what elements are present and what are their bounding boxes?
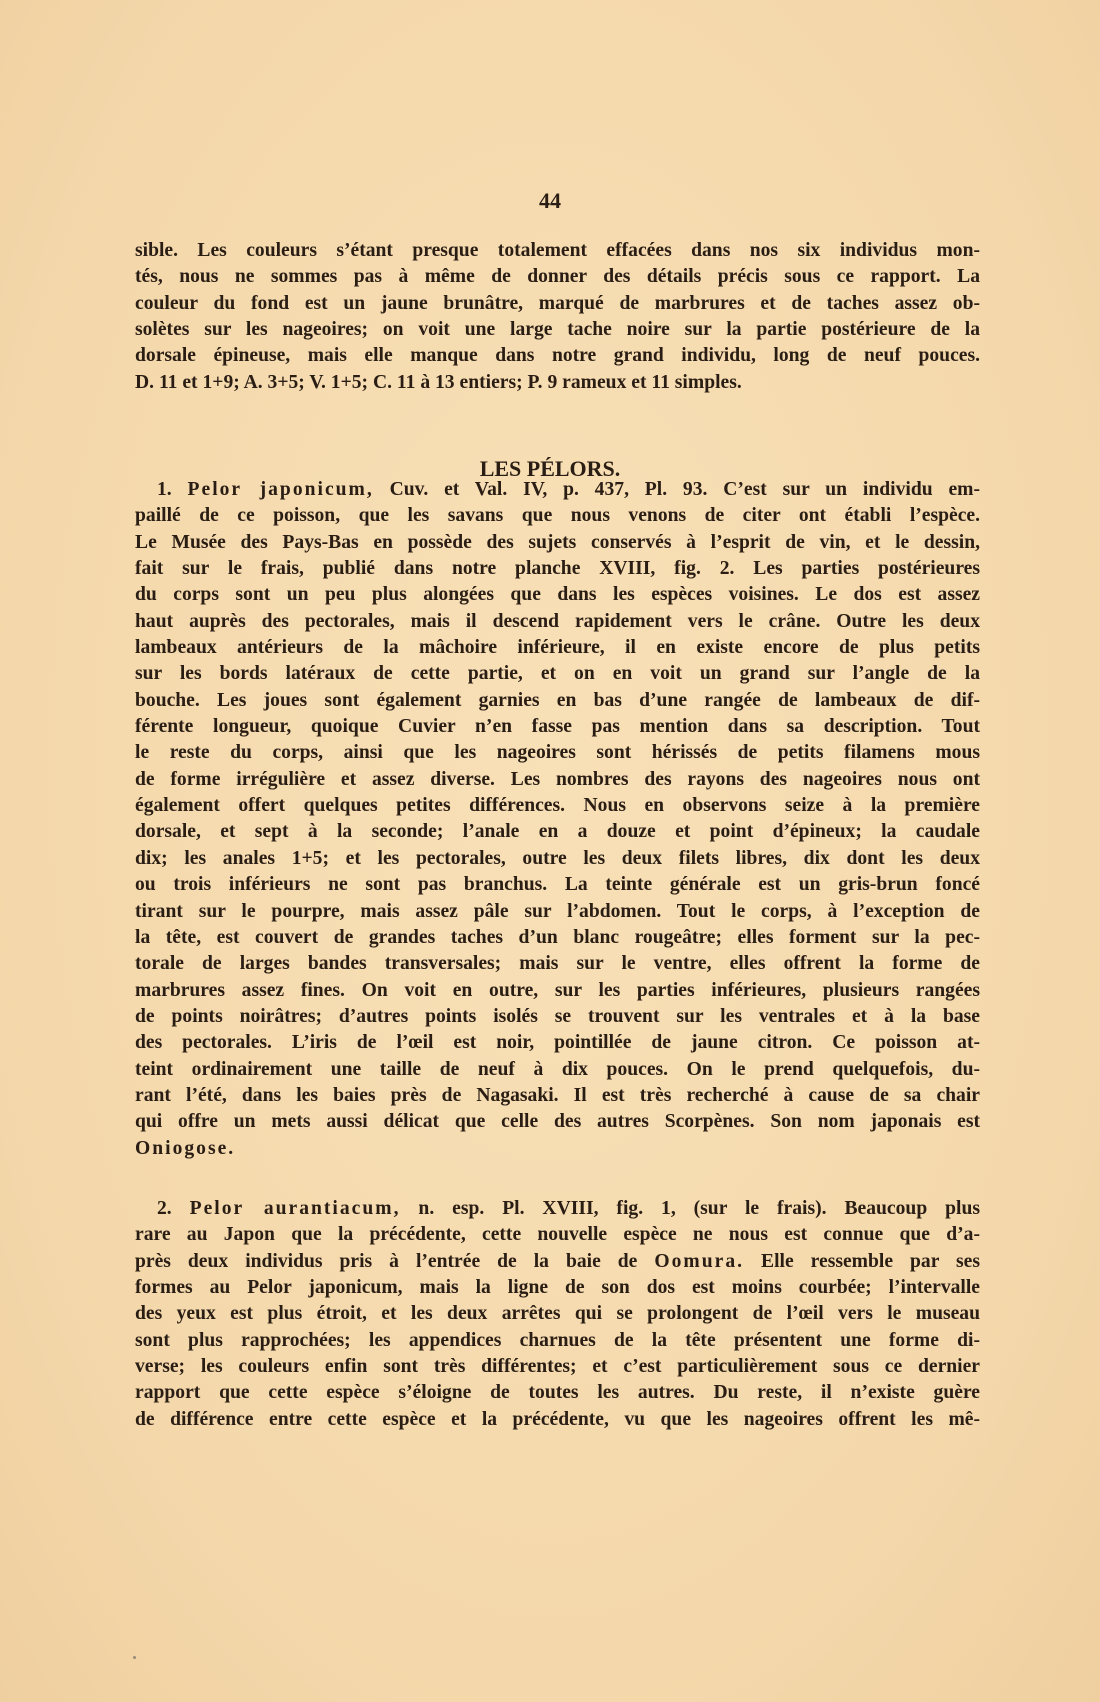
species-name: Pelor japonicum,: [187, 479, 374, 500]
text-line: haut auprès des pectorales, mais il descend rapidement vers le crâne. Outre les deux: [135, 610, 980, 632]
text-line: tirant sur le pourpre, mais assez pâle sur l’abdomen. Tout le corps, à l’exception de: [135, 900, 980, 922]
text-fragment: près deux individus pris à l’entrée de la baie de: [135, 1250, 638, 1272]
text-line: Oniogose.: [135, 1137, 236, 1159]
species-paragraph-japonicum: [135, 477, 980, 1162]
species-name: Pelor aurantiacum,: [189, 1198, 401, 1219]
text-line: du corps sont un peu plus alongées que dans les espèces voisines. Le dos est assez: [135, 584, 980, 606]
text-line: dorsale, et sept à la seconde; l’anale en a douze et point d’épineux; la caudale: [135, 821, 980, 843]
text-line: [135, 1249, 980, 1275]
text-line: formes au Pelor japonicum, mais la ligne de son dos est moins courbée; l’intervalle: [135, 1277, 980, 1299]
text-line: de points noirâtres; d’autres points isolés se trouvent sur les ventrales et à la base: [135, 1005, 980, 1027]
text-line: sur les bords latéraux de cette partie, et on en voit un grand sur l’angle de la: [135, 663, 980, 685]
text-line: des yeux est plus étroit, et les deux arrêtes qui se prolongent de l’œil vers le museau: [135, 1303, 980, 1325]
text-line: de différence entre cette espèce et la précédente, vu que les nageoires offrent les mê-: [135, 1408, 980, 1430]
text-line: de forme irrégulière et assez diverse. Les nombres des rayons des nageoires nous ont: [135, 768, 980, 790]
text-line: sont plus rapprochées; les appendices charnues de la tête présentent une forme di-: [135, 1329, 980, 1351]
species-lead-line: [135, 1196, 980, 1222]
text-line: également offert quelques petites différences. Nous en observons seize à la première: [135, 795, 980, 817]
text-line: tés, nous ne sommes pas à même de donner des détails précis sous ce rapport. La: [135, 266, 980, 288]
species-citation: n. esp. Pl. XVIII, fig. 1, (sur le frais). Beaucoup plus: [418, 1198, 981, 1219]
text-line: bouche. Les joues sont également garnies en bas d’une rangée de lambeaux de dif-: [135, 689, 980, 711]
page-number: 44: [539, 188, 561, 213]
text-line: solètes sur les nageoires; on voit une large tache noire sur la partie postérieure de la: [135, 319, 980, 341]
text-line: dorsale épineuse, mais elle manque dans notre grand individu, long de neuf pouces.: [135, 345, 980, 367]
text-line: des pectorales. L’iris de l’œil est noir, pointillée de jaune citron. Ce poisson at-: [135, 1032, 980, 1054]
species-citation: Cuv. et Val. IV, p. 437, Pl. 93. C’est sur un individu em-: [389, 479, 980, 500]
species-number: 2.: [157, 1198, 172, 1219]
intro-paragraph: [135, 238, 980, 396]
species-number: 1.: [157, 479, 172, 500]
text-line: Le Musée des Pays-Bas en possède des sujets conservés à l’esprit de vin, et le dessin,: [135, 531, 980, 553]
text-line: teint ordinairement une taille de neuf à dix pouces. On le prend quelquefois, du-: [135, 1058, 980, 1080]
section-heading: LES PÉLORS.: [479, 456, 621, 481]
text-line: férente longueur, quoique Cuvier n’en fasse pas mention dans sa description. Tout: [135, 716, 980, 738]
text-line: ou trois inférieurs ne sont pas branchus. La teinte générale est un gris-brun foncé: [135, 874, 980, 896]
paper-speck: [133, 1656, 136, 1659]
text-line: rant l’été, dans les baies près de Nagasaki. Il est très recherché à cause de sa chair: [135, 1084, 980, 1106]
text-line: dix; les anales 1+5; et les pectorales, outre les deux filets libres, dix dont les deux: [135, 847, 980, 869]
text-line: D. 11 et 1+9; A. 3+5; V. 1+5; C. 11 à 13 entiers; P. 9 rameux et 11 simples.: [135, 371, 742, 393]
text-line: le reste du corps, ainsi que les nageoires sont hérissés de petits filamens mous: [135, 742, 980, 764]
text-line: rapport que cette espèce s’éloigne de toutes les autres. Du reste, il n’existe guère: [135, 1382, 980, 1404]
species-paragraph-aurantiacum: [135, 1196, 980, 1433]
species-lead-line: [135, 477, 980, 503]
text-line: verse; les couleurs enfin sont très différentes; et c’est particulièrement sous ce dernier: [135, 1356, 980, 1378]
text-line: torale de larges bandes transversales; mais sur le ventre, elles offrent la forme de: [135, 953, 980, 975]
place-name: Oomura.: [654, 1250, 745, 1272]
text-line: rare au Japon que la précédente, cette nouvelle espèce ne nous est connue que d’a-: [135, 1224, 980, 1246]
text-line: marbrures assez fines. On voit en outre, sur les parties inférieures, plusieurs rangées: [135, 979, 980, 1001]
text-line: la tête, est couvert de grandes taches d’un blanc rougeâtre; elles forment sur la pec-: [135, 926, 980, 948]
text-line: paillé de ce poisson, que les savans que nous venons de citer ont établi l’espèce.: [135, 505, 980, 527]
text-fragment: Elle ressemble par ses: [761, 1250, 980, 1272]
text-line: fait sur le frais, publié dans notre planche XVIII, fig. 2. Les parties postérieures: [135, 558, 980, 580]
text-line: couleur du fond est un jaune brunâtre, marqué de marbrures et de taches assez ob-: [135, 292, 980, 314]
text-line: sible. Les couleurs s’étant presque totalement effacées dans nos six individus mon-: [135, 240, 980, 261]
text-line: qui offre un mets aussi délicat que celle des autres Scorpènes. Son nom japonais est: [135, 1111, 980, 1133]
text-line: lambeaux antérieurs de la mâchoire inférieure, il en existe encore de plus petits: [135, 637, 980, 659]
